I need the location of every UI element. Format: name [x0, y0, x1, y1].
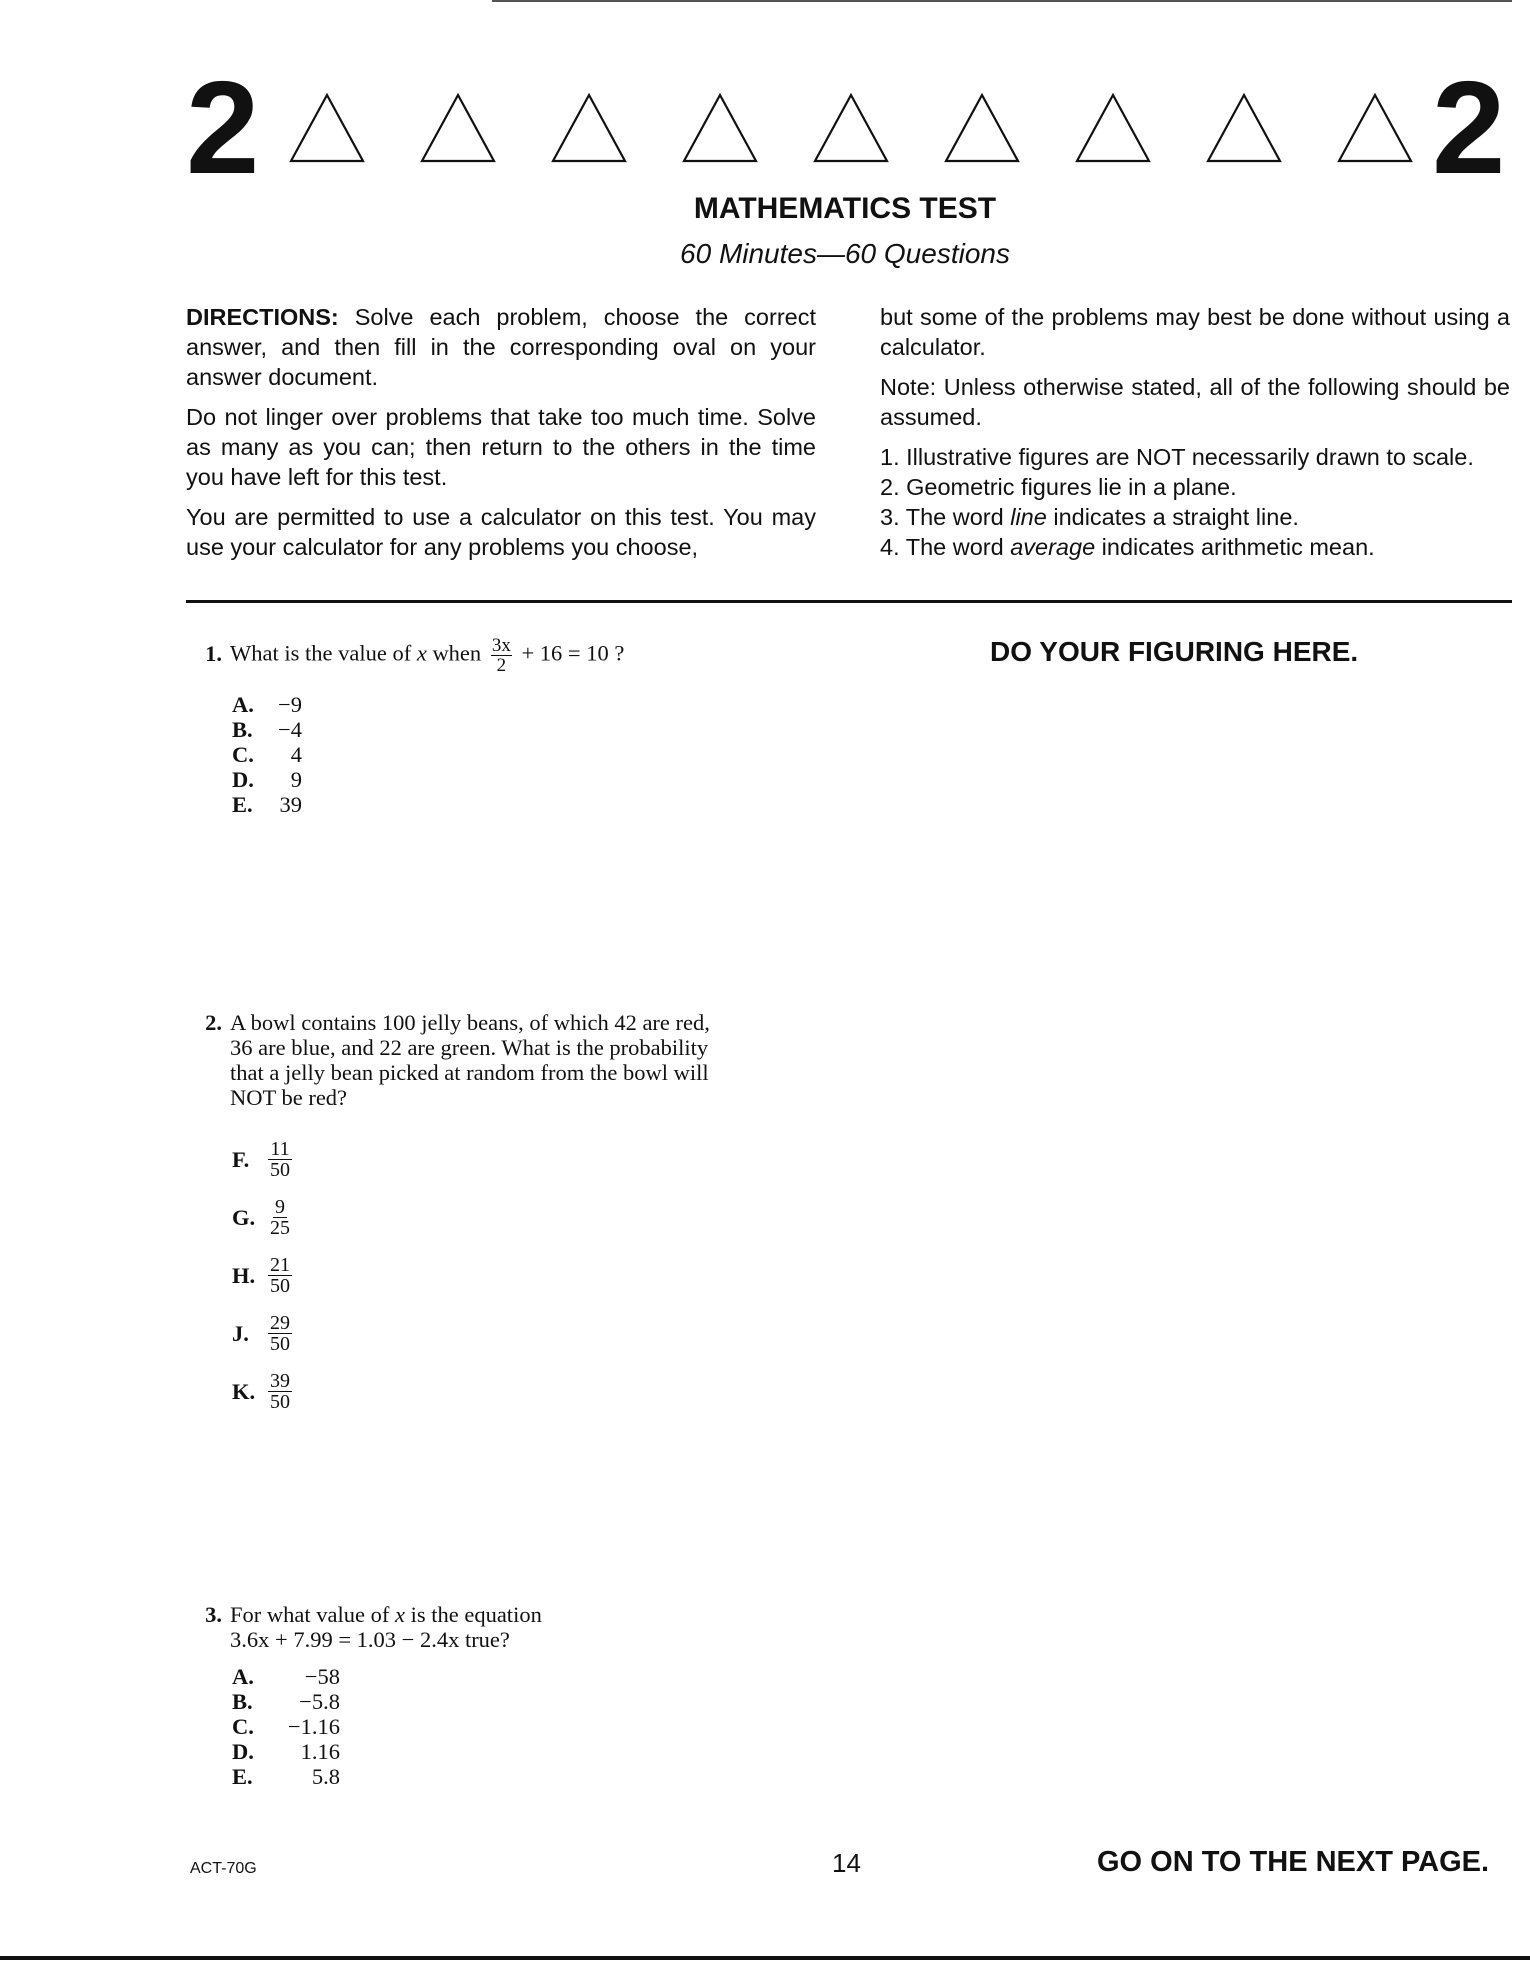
- answer-option[interactable]: D. 9: [232, 767, 302, 792]
- question-3: 3. For what value of x is the equation 3.6x + 7.99 = 1.03 − 2.4x true?: [186, 1602, 542, 1652]
- triangle-outline-icon: [943, 92, 1021, 164]
- fraction: $\frac{29}{50}$: [270, 1311, 290, 1355]
- assumption-item: 2. Geometric figures lie in a plane.: [880, 474, 1237, 500]
- assumption-item: 4. The word average indicates arithmetic mean.: [880, 534, 1375, 560]
- triangle-outline-icon: [288, 92, 366, 164]
- scan-top-edge-line: [492, 0, 1512, 2]
- answer-option[interactable]: B. −4: [232, 717, 302, 742]
- directions-left-column: [186, 302, 816, 572]
- answer-option[interactable]: H. $\frac{21}{50}$: [232, 1253, 290, 1297]
- assumptions-list: [880, 442, 1510, 562]
- answer-option[interactable]: F. $\frac{11}{50}$: [232, 1137, 290, 1181]
- assumption-item: 3. The word line indicates a straight line.: [880, 504, 1299, 530]
- answer-option[interactable]: D. 1.16: [232, 1739, 340, 1764]
- answer-option[interactable]: E. 5.8: [232, 1764, 340, 1789]
- directions-paragraph-3: You are permitted to use a calculator on this test. You may use your calculator for any problems you choose,: [186, 504, 816, 560]
- triangle-row: [288, 92, 1408, 172]
- answer-option[interactable]: C. 4: [232, 742, 302, 767]
- question-2: 2. A bowl contains 100 jelly beans, of which 42 are red, 36 are blue, and 22 are green. What is the probability that a jelly bean picked at random from the bowl will NOT be red?: [186, 1010, 710, 1110]
- answer-option[interactable]: K. $\frac{39}{50}$: [232, 1369, 290, 1413]
- answer-option[interactable]: J. $\frac{29}{50}$: [232, 1311, 290, 1355]
- answer-option[interactable]: E. 39: [232, 792, 302, 817]
- directions-paragraph-2: Do not linger over problems that take too much time. Solve as many as you can; then return to the others in the time you have left for this test.: [186, 404, 816, 490]
- page-title: MATHEMATICS TEST: [693, 192, 997, 225]
- directions-paragraph-1: [186, 302, 816, 392]
- question-1-options: [232, 692, 302, 817]
- section-number-left: 2: [186, 54, 260, 201]
- triangle-outline-icon: [1336, 92, 1414, 164]
- answer-option[interactable]: C. −1.16: [232, 1714, 340, 1739]
- go-on-next-page-label: GO ON TO THE NEXT PAGE.: [1097, 1846, 1490, 1878]
- triangle-outline-icon: [550, 92, 628, 164]
- triangle-outline-icon: [1074, 92, 1152, 164]
- assumption-item: 1. Illustrative figures are NOT necessarily drawn to scale.: [880, 444, 1474, 470]
- triangle-outline-icon: [419, 92, 497, 164]
- inline-fraction: $\frac{3x}{2}$: [491, 635, 511, 676]
- fraction: $\frac{39}{50}$: [270, 1369, 290, 1413]
- directions-paragraph-4: but some of the problems may best be done without using a calculator.: [880, 304, 1510, 360]
- scan-bottom-edge-line: [0, 1956, 1530, 1960]
- question-2-options: [232, 1130, 292, 1420]
- triangle-outline-icon: [812, 92, 890, 164]
- page-subtitle: 60 Minutes—60 Questions: [680, 238, 1010, 269]
- question-number: 2.: [205, 1010, 222, 1035]
- triangle-outline-icon: [1205, 92, 1283, 164]
- triangle-outline-icon: [681, 92, 759, 164]
- figuring-area-label: DO YOUR FIGURING HERE.: [990, 636, 1359, 667]
- question-number: 1.: [205, 640, 222, 666]
- question-1: 1. What is the value of x when $\frac{3x}{2}$ + 16 = 10 ?: [186, 636, 624, 675]
- answer-option[interactable]: A. −9: [232, 692, 302, 717]
- question-3-options: [232, 1664, 340, 1789]
- page-number: 14: [832, 1848, 861, 1878]
- answer-option[interactable]: B. −5.8: [232, 1689, 340, 1714]
- directions-label: DIRECTIONS:: [186, 304, 339, 330]
- directions-p1-text: Solve each problem, choose the correct answer, and then fill in the corresponding oval on your answer document.: [186, 304, 816, 390]
- answer-option[interactable]: G. $\frac{9}{25}$: [232, 1195, 290, 1239]
- section-divider: [186, 600, 1512, 603]
- answer-option[interactable]: A. −58: [232, 1664, 340, 1689]
- fraction: $\frac{11}{50}$: [270, 1137, 290, 1181]
- directions-right-column: [880, 302, 1510, 562]
- directions-note: Note: Unless otherwise stated, all of the following should be assumed.: [880, 374, 1510, 430]
- fraction: $\frac{21}{50}$: [270, 1253, 290, 1297]
- section-number-right: 2: [1432, 54, 1506, 201]
- form-code: ACT-70G: [190, 1860, 257, 1877]
- question-number: 3.: [205, 1602, 222, 1627]
- fraction: $\frac{9}{25}$: [270, 1195, 290, 1239]
